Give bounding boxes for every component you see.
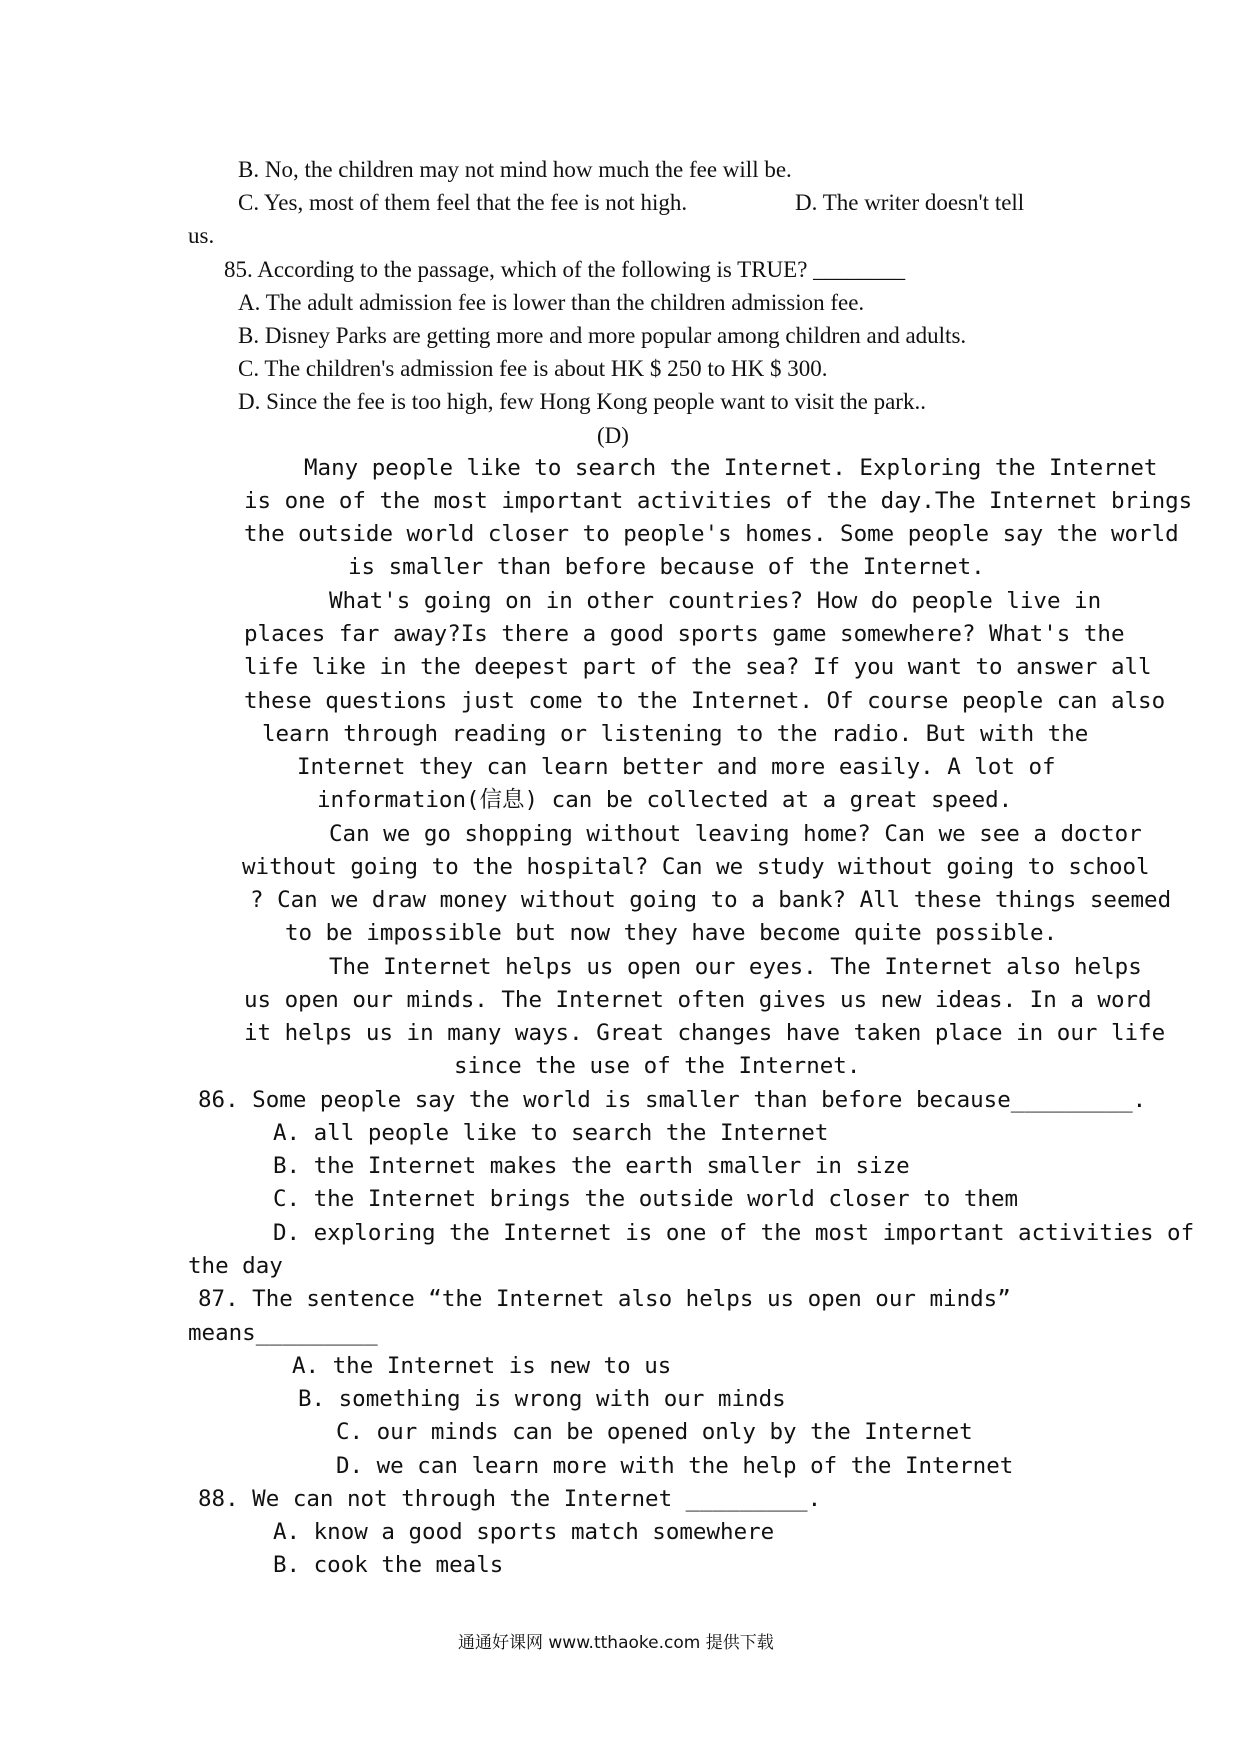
passage-line: places far away?Is there a good sports game somewhere? What's the — [244, 621, 1125, 647]
section-d-heading: (D) — [597, 423, 629, 448]
q85-option-b: B. Disney Parks are getting more and more popular among children and adults. — [238, 323, 967, 348]
q86-option-d-continued: the day — [188, 1253, 283, 1279]
q87-stem: 87. The sentence “the Internet also helps us open our minds” — [198, 1286, 1011, 1312]
passage-line: information(信息) can be collected at a great speed. — [317, 787, 1013, 813]
passage-line: is smaller than before because of the Internet. — [348, 554, 985, 580]
q85-option-a: A. The adult admission fee is lower than the children admission fee. — [238, 290, 865, 315]
page-footer: 通通好课网 www.tthaoke.com 提供下载 — [458, 1633, 774, 1653]
passage-line: since the use of the Internet. — [454, 1053, 861, 1079]
passage-line: ? Can we draw money without going to a bank? All these things seemed — [250, 887, 1172, 913]
q84-option-d: D. The writer doesn't tell — [795, 190, 1025, 215]
q86-option-c: C. the Internet brings the outside world closer to them — [273, 1186, 1019, 1212]
q85-option-c: C. The children's admission fee is about HK $ 250 to HK $ 300. — [238, 356, 828, 381]
q86-option-a: A. all people like to search the Internet — [273, 1120, 829, 1146]
q85-stem: 85. According to the passage, which of the following is TRUE? ________ — [224, 257, 906, 282]
q86-stem: 86. Some people say the world is smaller than before because_________. — [198, 1087, 1147, 1113]
passage-line: Internet they can learn better and more easily. A lot of — [297, 754, 1056, 780]
passage-line: Can we go shopping without leaving home? Can we see a doctor — [329, 821, 1142, 847]
passage-line: is one of the most important activities of the day.The Internet brings — [244, 488, 1193, 514]
q88-stem: 88. We can not through the Internet _________. — [198, 1486, 822, 1512]
passage-line: it helps us in many ways. Great changes have taken place in our life — [244, 1020, 1166, 1046]
passage-line: Many people like to search the Internet. Exploring the Internet — [304, 455, 1158, 481]
q87-option-b: B. something is wrong with our minds — [298, 1386, 786, 1412]
q87-option-a: A. the Internet is new to us — [292, 1353, 672, 1379]
q88-option-a: A. know a good sports match somewhere — [273, 1519, 775, 1545]
q85-option-d: D. Since the fee is too high, few Hong Kong people want to visit the park.. — [238, 389, 926, 414]
passage-line: life like in the deepest part of the sea? If you want to answer all — [244, 654, 1152, 680]
q86-option-d: D. exploring the Internet is one of the most important activities of — [273, 1220, 1195, 1246]
passage-line: us open our minds. The Internet often gives us new ideas. In a word — [244, 987, 1152, 1013]
q87-option-d: D. we can learn more with the help of the Internet — [336, 1453, 1014, 1479]
passage-line: learn through reading or listening to the radio. But with the — [262, 721, 1089, 747]
q84-option-b: B. No, the children may not mind how much the fee will be. — [238, 157, 792, 182]
passage-line: What's going on in other countries? How do people live in — [329, 588, 1102, 614]
q86-option-b: B. the Internet makes the earth smaller in size — [273, 1153, 910, 1179]
q87-option-c: C. our minds can be opened only by the Internet — [336, 1419, 973, 1445]
passage-line: to be impossible but now they have become quite possible. — [285, 920, 1058, 946]
passage-line: The Internet helps us open our eyes. The Internet also helps — [329, 954, 1142, 980]
q88-option-b: B. cook the meals — [273, 1552, 504, 1578]
q84-option-d-continued: us. — [188, 223, 215, 248]
q84-option-c: C. Yes, most of them feel that the fee is not high. — [238, 190, 688, 215]
passage-line: these questions just come to the Internet. Of course people can also — [244, 688, 1166, 714]
q87-stem-continued: means_________ — [188, 1320, 378, 1346]
passage-line: without going to the hospital? Can we study without going to school — [242, 854, 1150, 880]
passage-line: the outside world closer to people's homes. Some people say the world — [244, 521, 1179, 547]
